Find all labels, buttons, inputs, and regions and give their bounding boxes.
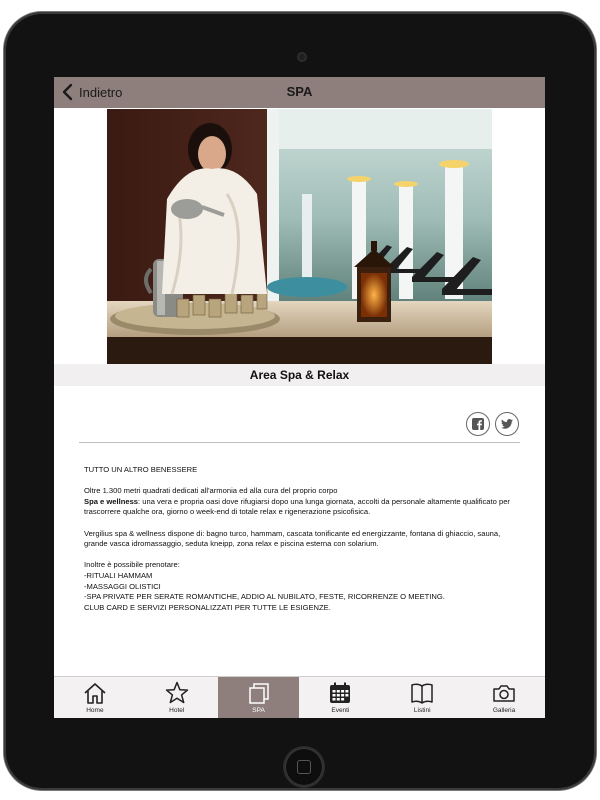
spa-photo: [107, 109, 492, 365]
bookable-item: -MASSAGGI OLISTICI: [84, 581, 161, 591]
bookable-paragraph: [84, 560, 524, 613]
tab-eventi[interactable]: [299, 677, 381, 718]
hero-image: [107, 109, 492, 365]
book-icon: [409, 680, 435, 706]
facebook-icon: [471, 417, 485, 431]
calendar-icon: [327, 680, 353, 706]
tab-label: Hotel: [169, 707, 185, 714]
app-screen: [54, 77, 545, 718]
navigation-bar: [54, 77, 545, 108]
bookable-intro: Inoltre è possibile prenotare:: [84, 560, 180, 570]
spa-wellness-label: Spa e wellness: [84, 496, 139, 506]
tab-label: Galleria: [492, 707, 516, 714]
facilities-paragraph: Vergilius spa & wellness dispone di: bagno turco, hammam, cascata tonificante ed energizzante, fontana di ghiaccio, sauna, grande vasca idromassaggio, seduta kneipp, zona relax e piscina esterna con solarium.: [84, 528, 501, 549]
camera-icon: [491, 680, 517, 706]
page-title: SPA: [286, 84, 313, 99]
twitter-icon: [500, 417, 514, 431]
front-camera: [297, 52, 307, 62]
content-heading: TUTTO UN ALTRO BENESSERE: [84, 465, 198, 474]
tab-listini[interactable]: [381, 677, 463, 718]
back-label: Indietro: [79, 84, 123, 100]
tab-home[interactable]: [54, 677, 136, 718]
bookable-item: -RITUALI HAMMAM: [84, 570, 153, 580]
bookable-item: -SPA PRIVATE PER SERATE ROMANTICHE, ADDIO AL NUBILATO, FESTE, RICORRENZE O MEETING.: [84, 592, 445, 602]
section-divider: [79, 442, 520, 443]
tab-label: Listini: [413, 707, 431, 714]
facebook-share-button[interactable]: [466, 412, 490, 436]
tab-hotel[interactable]: [136, 677, 218, 718]
bookable-item: CLUB CARD E SERVIZI PERSONALIZZATI PER TUTTE LE ESIGENZE.: [84, 602, 331, 612]
home-hardware-button[interactable]: [285, 748, 323, 786]
image-caption: Area Spa & Relax: [249, 368, 350, 382]
spa-description: [84, 465, 524, 624]
intro-paragraph: [84, 486, 524, 518]
tab-label: Home: [86, 707, 104, 714]
tab-spa[interactable]: [218, 677, 300, 718]
tab-galleria[interactable]: [463, 677, 545, 718]
tab-label: Eventi: [331, 707, 350, 714]
spa-wellness-text: : una vera e propria oasi dove rifugiarsi dopo una lunga giornata, accolti da personale altamente qualificato per trascorrere qualche ora, giorno o week-end di totale relax e rigenerazione psicofisica.: [84, 496, 510, 517]
intro-text: Oltre 1.300 metri quadrati dedicati all'armonia ed alla cura del proprio corpo: [84, 486, 338, 496]
squares-icon: [246, 680, 272, 706]
tab-label: SPA: [252, 707, 265, 714]
tab-bar: [54, 676, 545, 718]
twitter-share-button[interactable]: [495, 412, 519, 436]
image-caption-bar: [54, 364, 545, 386]
home-icon: [82, 680, 108, 706]
star-icon: [164, 680, 190, 706]
